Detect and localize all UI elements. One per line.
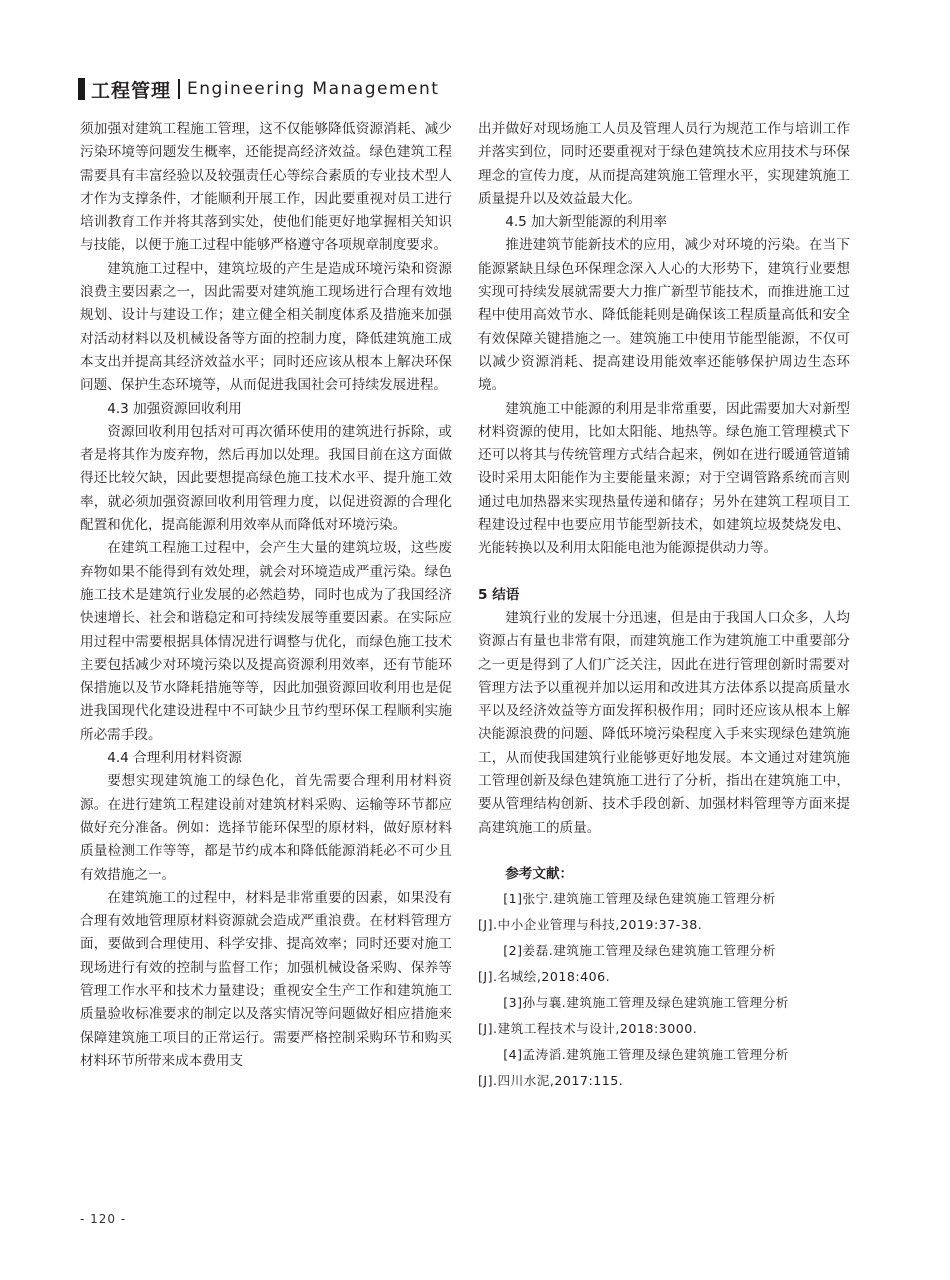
page-number: - 120 - xyxy=(80,1212,127,1226)
paragraph: 在建筑施工的过程中，材料是非常重要的因素，如果没有合理有效地管理原材料资源就会造成严重浪费。在材料管理方面，要做到合理使用、科学安排、提高效率；同时还要对施工现场进行有效的控制与监督工作；加强机械设备采购、保养等管理工作水平和技术力量建设；重视安全生产工作和建筑施工质量验收标准要求的制定以及落实情况等问题做好相应措施来保障建筑施工项目的正常运行。需要严格控制采购环节和购买材料环节所带来成本费用支 xyxy=(80,889,452,1069)
paragraph: 建筑施工中能源的利用是非常重要，因此需要加大对新型材料资源的使用，比如太阳能、地热等。绿色施工管理模式下还可以将其与传统管理方式结合起来，例如在进行暖通管道铺设时采用太阳能作为主要能量来源；对于空调管路系统而言则通过电加热器来实现热量传递和储存；另外在建筑工程项目工程建设过程中也要应用节能型新技术，如建筑垃圾焚烧发电、光能转换以及利用太阳能电池为能源提供动力等。 xyxy=(478,400,850,557)
reference-line: [4]孟涛滔.建筑施工管理及绿色建筑施工管理分析 xyxy=(503,1047,789,1063)
paragraph: 出并做好对现场施工人员及管理人员行为规范工作与培训工作并落实到位，同时还要重视对于绿色建筑技术应用技术与环保理念的宣传力度，从而提高建筑施工管理水平，实现建筑施工质量提升以及效益最大化。 xyxy=(478,121,850,207)
references-title: 参考文献： xyxy=(505,865,574,882)
left-column xyxy=(80,118,452,1073)
reference-line: [J].四川水泥,2017:115. xyxy=(478,1073,624,1089)
paragraph: 要想实现建筑施工的绿色化，首先需要合理利用材料资源。在进行建筑工程建设前对建筑材料采购、运输等环节都应做好充分准备。例如：选择节能环保型的原材料，做好原材料质量检测工作等等，都是节约成本和降低能源消耗必不可少且有效措施之一。 xyxy=(80,773,452,883)
header-bar-mark xyxy=(78,78,85,100)
paragraph: 在建筑工程施工过程中，会产生大量的建筑垃圾，这些废弃物如果不能得到有效处理，就会对环境造成严重污染。绿色施工技术是建筑行业发展的必然趋势，同时也成为了我国经济快速增长、社会和谐稳定和可持续发展等重要因素。在实际应用过程中需要根据具体情况进行调整与优化，而绿色施工技术主要包括减少对环境污染以及提高资源利用效率，还有节能环保措施以及节水降耗措施等等，因此加强资源回收利用也是促进我国现代化建设进程中不可缺少且节约型环保工程顺利实施所必需手段。 xyxy=(80,540,452,743)
paragraph: 建筑施工过程中，建筑垃圾的产生是造成环境污染和资源浪费主要因素之一，因此需要对建筑施工现场进行合理有效地规划、设计与建设工作；建立健全相关制度体系及措施来加强对活动材料以及机械设备等方面的控制力度，降低建筑施工成本支出并提高其经济效益水平；同时还应该从根本上解决环保问题、保护生态环境等，从而促进我国社会可持续发展进程。 xyxy=(80,260,452,394)
journal-header xyxy=(78,74,439,104)
reference-line: [J].建筑工程技术与设计,2018:3000. xyxy=(478,1021,698,1037)
paragraph: 建筑行业的发展十分迅速，但是由于我国人口众多，人均资源占有量也非常有限，而建筑施工作为建筑施工中重要部分之一更是得到了人们广泛关注，因此在进行管理创新时需要对管理方法予以重视并加以运用和改进其方法体系以提高质量水平以及经济效益等方面发挥积极作用；同时还应该从根本上解决能源浪费的问题、降低环境污染程度入手来实现绿色建筑施工，从而使我国建筑行业能够更好地发展。本文通过对建筑施工管理创新及绿色建筑施工进行了分析，指出在建筑施工中，要从管理结构创新、技术手段创新、加强材料管理等方面来提高建筑施工的质量。 xyxy=(478,609,850,836)
section-heading-5: 5 结语 xyxy=(478,586,520,603)
header-title-cn: 工程管理 xyxy=(91,79,172,102)
section-heading-4-3: 4.3 加强资源回收利用 xyxy=(107,400,242,417)
reference-list xyxy=(478,886,850,1094)
paragraph: 须加强对建筑工程施工管理，这不仅能够降低资源消耗、减少污染环境等问题发生概率，还能提高经济效益。绿色建筑工程需要具有丰富经验以及较强责任心等综合素质的专业技术型人才作为支撑条件，才能顺利开展工作，因此要重视对员工进行培训教育工作并将其落到实处，使他们能更好地掌握相关知识与技能，以便于施工过程中能够严格遵守各项规章制度要求。 xyxy=(80,121,452,254)
paragraph: 资源回收利用包括对可再次循环使用的建筑进行拆除，或者是将其作为废弃物，然后再加以处理。我国目前在这方面做得还比较欠缺，因此要想提高绿色施工技术水平、提升施工效率，就必须加强资源回收利用管理力度，以促进资源的合理化配置和优化，提高能源利用效率从而降低对环境污染。 xyxy=(80,423,452,534)
reference-line: [3]孙与襄.建筑施工管理及绿色建筑施工管理分析 xyxy=(503,995,789,1011)
header-separator xyxy=(178,79,180,99)
section-heading-4-5: 4.5 加大新型能源的利用率 xyxy=(505,214,668,231)
right-column xyxy=(478,118,850,1094)
section-heading-4-4: 4.4 合理利用材料资源 xyxy=(107,750,242,767)
reference-line: [J].中小企业管理与科技,2019:37-38. xyxy=(478,917,703,933)
paragraph: 推进建筑节能新技术的应用，减少对环境的污染。在当下能源紧缺且绿色环保理念深入人心的大形势下，建筑行业要想实现可持续发展就需要大力推广新型节能技术，而推进施工过程中使用高效节水、降低能耗则是确保该工程质量高低和安全有效保障关键措施之一。建筑施工中使用节能型能源，不仅可以减少资源消耗、提高建设用能效率还能够保护周边生态环境。 xyxy=(478,237,850,394)
reference-line: [2]姜磊.建筑施工管理及绿色建筑施工管理分析 xyxy=(503,943,776,959)
header-title-en: Engineering Management xyxy=(187,79,440,99)
reference-line: [1]张宁.建筑施工管理及绿色建筑施工管理分析 xyxy=(503,891,776,907)
reference-line: [J].名城绘,2018:406. xyxy=(478,969,611,985)
